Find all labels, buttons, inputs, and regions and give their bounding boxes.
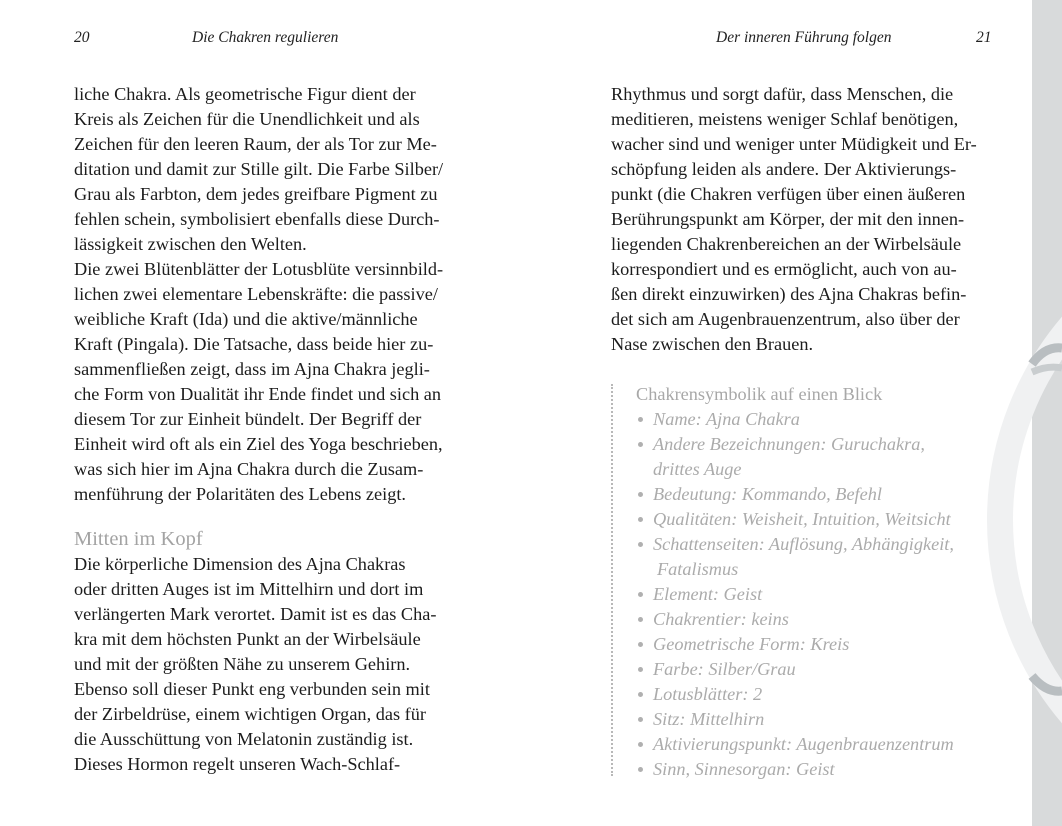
text-line: det sich am Augenbrauenzentrum, also über der xyxy=(611,309,960,329)
right-page-number: 21 xyxy=(976,29,992,46)
item-text: drittes Auge xyxy=(653,459,742,479)
item-text: Sinn, Sinnesorgan: Geist xyxy=(653,759,835,779)
item-text: Bedeutung: Kommando, Befehl xyxy=(653,484,882,504)
text-line: ßen direkt einzuwirken) des Ajna Chakras befin- xyxy=(611,284,967,304)
section-subheading: Mitten im Kopf xyxy=(74,528,203,550)
text-line: kra mit dem höchsten Punkt an der Wirbelsäule xyxy=(74,629,421,649)
text-line: Kreis als Zeichen für die Unendlichkeit und als xyxy=(74,109,420,129)
item-text: Fatalismus xyxy=(657,559,739,579)
bullet-icon xyxy=(638,517,643,522)
page-edge-strip xyxy=(1032,0,1062,826)
right-running-title: Der inneren Führung folgen xyxy=(716,29,892,46)
text-line: verlängerten Mark verortet. Damit ist es das Cha- xyxy=(74,604,437,624)
paragraph-right xyxy=(611,82,977,357)
text-line: sammenfließen zeigt, dass im Ajna Chakra jegli- xyxy=(74,359,430,379)
text-line: Grau als Farbton, dem jedes greifbare Pigment zu xyxy=(74,184,438,204)
text-line: wacher sind und weniger unter Müdigkeit und Er- xyxy=(611,134,977,154)
bullet-icon xyxy=(638,617,643,622)
text-line: Ebenso soll dieser Punkt eng verbunden sein mit xyxy=(74,679,430,699)
text-line: der Zirbeldrüse, einem wichtigen Organ, das für xyxy=(74,704,426,724)
text-line: oder dritten Auges ist im Mittelhirn und dort im xyxy=(74,579,424,599)
text-line: korrespondiert und es ermöglicht, auch von au- xyxy=(611,259,957,279)
paragraph-1 xyxy=(74,82,443,257)
text-line: Einheit wird oft als ein Ziel des Yoga beschrieben, xyxy=(74,434,443,454)
text-line: ditation und damit zur Stille gilt. Die Farbe Silber/ xyxy=(74,159,444,179)
bullet-icon xyxy=(638,442,643,447)
text-line: weibliche Kraft (Ida) und die aktive/männliche xyxy=(74,309,418,329)
text-line: Dieses Hormon regelt unseren Wach-Schlaf- xyxy=(74,754,401,774)
item-text: Qualitäten: Weisheit, Intuition, Weitsicht xyxy=(653,509,951,529)
paragraph-3 xyxy=(74,552,443,777)
text-line: punkt (die Chakren verfügen über einen äußeren xyxy=(611,184,966,204)
text-line: Kraft (Pingala). Die Tatsache, dass beide hier zu- xyxy=(74,334,434,354)
item-text: Chakrentier: keins xyxy=(653,609,789,629)
bullet-icon xyxy=(638,767,643,772)
text-line: schöpfung leiden als andere. Der Aktivierungs- xyxy=(611,159,957,179)
bullet-icon xyxy=(638,667,643,672)
text-line: lässigkeit zwischen den Welten. xyxy=(74,234,307,254)
bullet-icon xyxy=(638,592,643,597)
symbol-box-title: Chakrensymbolik auf einen Blick xyxy=(636,384,883,404)
item-text: Andere Bezeichnungen: Guruchakra, xyxy=(653,434,925,454)
bullet-icon xyxy=(638,542,643,547)
item-text: Lotusblätter: 2 xyxy=(653,684,763,704)
item-text: Element: Geist xyxy=(653,584,763,604)
bullet-icon xyxy=(638,492,643,497)
item-text: Geometrische Form: Kreis xyxy=(653,634,850,654)
spacer xyxy=(74,507,443,527)
paragraph-2 xyxy=(74,257,443,507)
text-line: meditieren, meistens weniger Schlaf benötigen, xyxy=(611,109,959,129)
item-text: Farbe: Silber/Grau xyxy=(653,659,796,679)
text-line: Rhythmus und sorgt dafür, dass Menschen, die xyxy=(611,84,954,104)
text-line: Die zwei Blütenblätter der Lotusblüte versinnbild- xyxy=(74,259,444,279)
text-line: lichen zwei elementare Lebenskräfte: die passive/ xyxy=(74,284,438,304)
bullet-icon xyxy=(638,717,643,722)
text-line: Nase zwischen den Brauen. xyxy=(611,334,814,354)
text-line: diesem Tor zur Einheit bündelt. Der Begriff der xyxy=(74,409,422,429)
bullet-icon xyxy=(638,742,643,747)
text-line: Berührungspunkt am Körper, der mit den innen- xyxy=(611,209,965,229)
item-text: Sitz: Mittelhirn xyxy=(653,709,765,729)
text-line: Die körperliche Dimension des Ajna Chakras xyxy=(74,554,406,574)
left-page-number: 20 xyxy=(74,29,90,46)
text-line: menführung der Polaritäten des Lebens zeigt. xyxy=(74,484,406,504)
text-line: fehlen schein, symbolisiert ebenfalls diese Durch- xyxy=(74,209,440,229)
bullet-icon xyxy=(638,417,643,422)
bullet-icon xyxy=(638,692,643,697)
text-line: liegenden Chakrenbereichen an der Wirbelsäule xyxy=(611,234,962,254)
left-running-title: Die Chakren regulieren xyxy=(192,29,339,46)
item-text: Name: Ajna Chakra xyxy=(653,409,800,429)
right-column xyxy=(611,82,977,357)
text-line: Zeichen für den leeren Raum, der als Tor zur Me- xyxy=(74,134,437,154)
bullet-icon xyxy=(638,642,643,647)
text-line: die Ausschüttung von Melatonin zuständig ist. xyxy=(74,729,414,749)
text-line: liche Chakra. Als geometrische Figur dient der xyxy=(74,84,416,104)
text-line: che Form von Dualität ihr Ende findet und sich an xyxy=(74,384,442,404)
box-dotted-rule xyxy=(611,384,613,776)
item-text: Schattenseiten: Auflösung, Abhängigkeit, xyxy=(653,534,954,554)
left-column xyxy=(74,82,443,777)
text-line: was sich hier im Ajna Chakra durch die Zusam- xyxy=(74,459,424,479)
item-text: Aktivierungspunkt: Augenbrauenzentrum xyxy=(653,734,954,754)
text-line: und mit der größten Nähe zu unserem Gehirn. xyxy=(74,654,411,674)
